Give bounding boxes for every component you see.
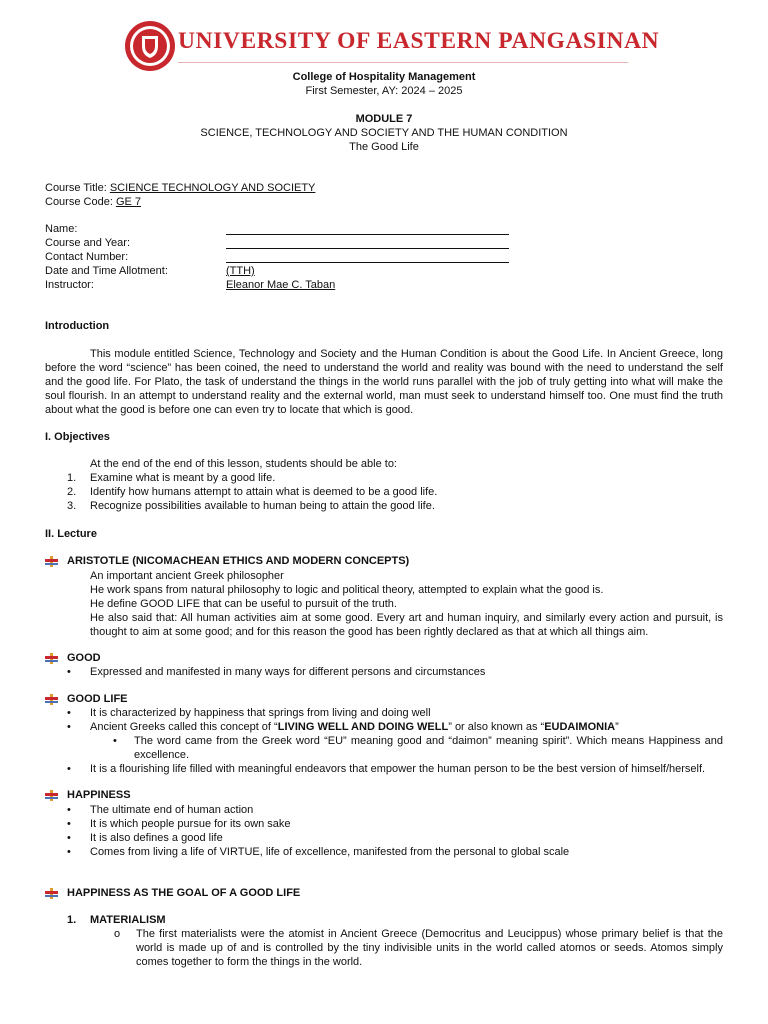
instructor-label: Instructor: xyxy=(45,279,94,291)
good-bullet: Expressed and manifested in many ways for different persons and circumstances xyxy=(90,666,486,678)
introduction-text: This module entitled Science, Technology and Society and the Human Condition is about the Good Life. In Ancient Greece, long before the word “science” has been coined, the need to understand the world and reality was bound with the need to understand the self and the good life. For Plato, the task of understand the things in the world runs parallel with the job of truly getting into what will make the soul flourish. In an attempt to understand reality and the external world, man must seek to understand himself too. One must find the truth about what the good is before one can even try to locate that which is good. xyxy=(45,348,723,416)
happiness-bullet: Comes from living a life of VIRTUE, life of excellence, manifested from the personal to global scale xyxy=(90,846,570,858)
objectives-intro: At the end of the end of this lesson, students should be able to: xyxy=(90,458,397,470)
contact-blank xyxy=(226,262,509,263)
bullet-dot: • xyxy=(67,721,71,733)
arrow-bullet-icon xyxy=(45,653,58,664)
good-heading: GOOD xyxy=(67,652,101,664)
objective-number: 2. xyxy=(67,486,77,498)
course-code-label: Course Code: xyxy=(45,196,113,208)
arrow-bullet-icon xyxy=(45,556,58,567)
aristotle-quote: He also said that: All human activities aim at some good. Every art and human inquiry, and similarly every action and pursuit, is thought to aim at some good; and for this reason the good has been rightly declared as that at which all things aim. xyxy=(90,612,723,638)
header-underline xyxy=(178,62,628,63)
date-label: Date and Time Allotment: xyxy=(45,265,168,277)
arrow-bullet-icon xyxy=(45,790,58,801)
objective-item: Identify how humans attempt to attain what is deemed to be a good life. xyxy=(90,486,438,498)
bullet-dot: • xyxy=(67,666,71,678)
bullet-dot: • xyxy=(67,707,71,719)
course-year-blank xyxy=(226,248,509,249)
good-life-bullet: It is a flourishing life filled with meaningful endeavors that empower the human person to be the best version of himself/herself. xyxy=(90,763,706,775)
bullet-dot: • xyxy=(67,832,71,844)
materialism-number: 1. xyxy=(67,914,77,926)
objective-number: 1. xyxy=(67,472,77,484)
bullet-dot: • xyxy=(67,804,71,816)
introduction-heading: Introduction xyxy=(45,320,110,332)
name-blank xyxy=(226,234,509,235)
happiness-bullet: It is which people pursue for its own sake xyxy=(90,818,291,830)
happiness-bullet: The ultimate end of human action xyxy=(90,804,254,816)
bullet-dot: • xyxy=(67,846,71,858)
course-code-row xyxy=(45,195,141,209)
course-title-value: SCIENCE TECHNOLOGY AND SOCIETY xyxy=(109,182,316,194)
bullet-dot: • xyxy=(113,735,117,747)
happiness-bullet: It is also defines a good life xyxy=(90,832,223,844)
instructor-value: Eleanor Mae C. Taban xyxy=(226,279,336,291)
good-life-heading: GOOD LIFE xyxy=(67,693,128,705)
university-seal-logo xyxy=(124,20,176,72)
arrow-bullet-icon xyxy=(45,694,58,705)
course-title-label: Course Title: xyxy=(45,182,107,194)
aristotle-line: He define GOOD LIFE that can be useful to pursuit of the truth. xyxy=(90,598,397,610)
materialism-heading: MATERIALISM xyxy=(90,914,166,926)
aristotle-line: He work spans from natural philosophy to logic and political theory, attempted to explain what the good is. xyxy=(90,584,604,596)
lecture-heading: II. Lecture xyxy=(45,528,97,540)
module-subtitle: The Good Life xyxy=(349,141,419,153)
good-life-bullet: It is characterized by happiness that springs from living and doing well xyxy=(90,707,431,719)
eudaimonia-term: EUDAIMONIA xyxy=(544,721,616,733)
objective-number: 3. xyxy=(67,500,77,512)
materialism-text: The first materialists were the atomist in Ancient Greece (Democritus and Leucippus) whose primary belief is that the world is made up of and is controlled by the tiny indivisible units in the world called atomos or seeds. Atomos simply comes together to form the things in the world. xyxy=(136,928,723,968)
objective-item: Examine what is meant by a good life. xyxy=(90,472,276,484)
semester: First Semester, AY: 2024 – 2025 xyxy=(305,85,463,97)
good-life-subbullet: The word came from the Greek word “EU” meaning good and “daimon” meaning spirit”. Which means Happiness and excellence. xyxy=(134,735,723,761)
objective-item: Recognize possibilities available to human being to attain the good life. xyxy=(90,500,435,512)
aristotle-line: An important ancient Greek philosopher xyxy=(90,570,284,582)
hollow-bullet: o xyxy=(114,928,121,940)
arrow-bullet-icon xyxy=(45,888,58,899)
college-name: College of Hospitality Management xyxy=(292,71,476,83)
date-value: (TTH) xyxy=(226,265,255,277)
module-number: MODULE 7 xyxy=(355,113,413,125)
contact-label: Contact Number: xyxy=(45,251,129,263)
bullet-dot: • xyxy=(67,818,71,830)
good-life-bullet-eudaimonia xyxy=(90,720,619,734)
happiness-heading: HAPPINESS xyxy=(67,789,131,801)
aristotle-heading: ARISTOTLE (NICOMACHEAN ETHICS AND MODERN CONCEPTS) xyxy=(67,555,410,567)
text-segment: ” xyxy=(615,721,619,733)
course-title-row xyxy=(45,181,315,195)
objectives-heading: I. Objectives xyxy=(45,431,110,443)
university-name: UNIVERSITY OF EASTERN PANGASINAN xyxy=(178,28,660,54)
text-segment: ” or also known as “ xyxy=(448,721,545,733)
module-title: SCIENCE, TECHNOLOGY AND SOCIETY AND THE HUMAN CONDITION xyxy=(200,127,568,139)
course-code-value: GE 7 xyxy=(115,196,142,208)
text-segment: Ancient Greeks called this concept of “ xyxy=(90,721,278,733)
bullet-dot: • xyxy=(67,763,71,775)
name-label: Name: xyxy=(45,223,78,235)
course-year-label: Course and Year: xyxy=(45,237,131,249)
living-well-term: LIVING WELL AND DOING WELL xyxy=(277,721,449,733)
goal-heading: HAPPINESS AS THE GOAL OF A GOOD LIFE xyxy=(67,887,301,899)
